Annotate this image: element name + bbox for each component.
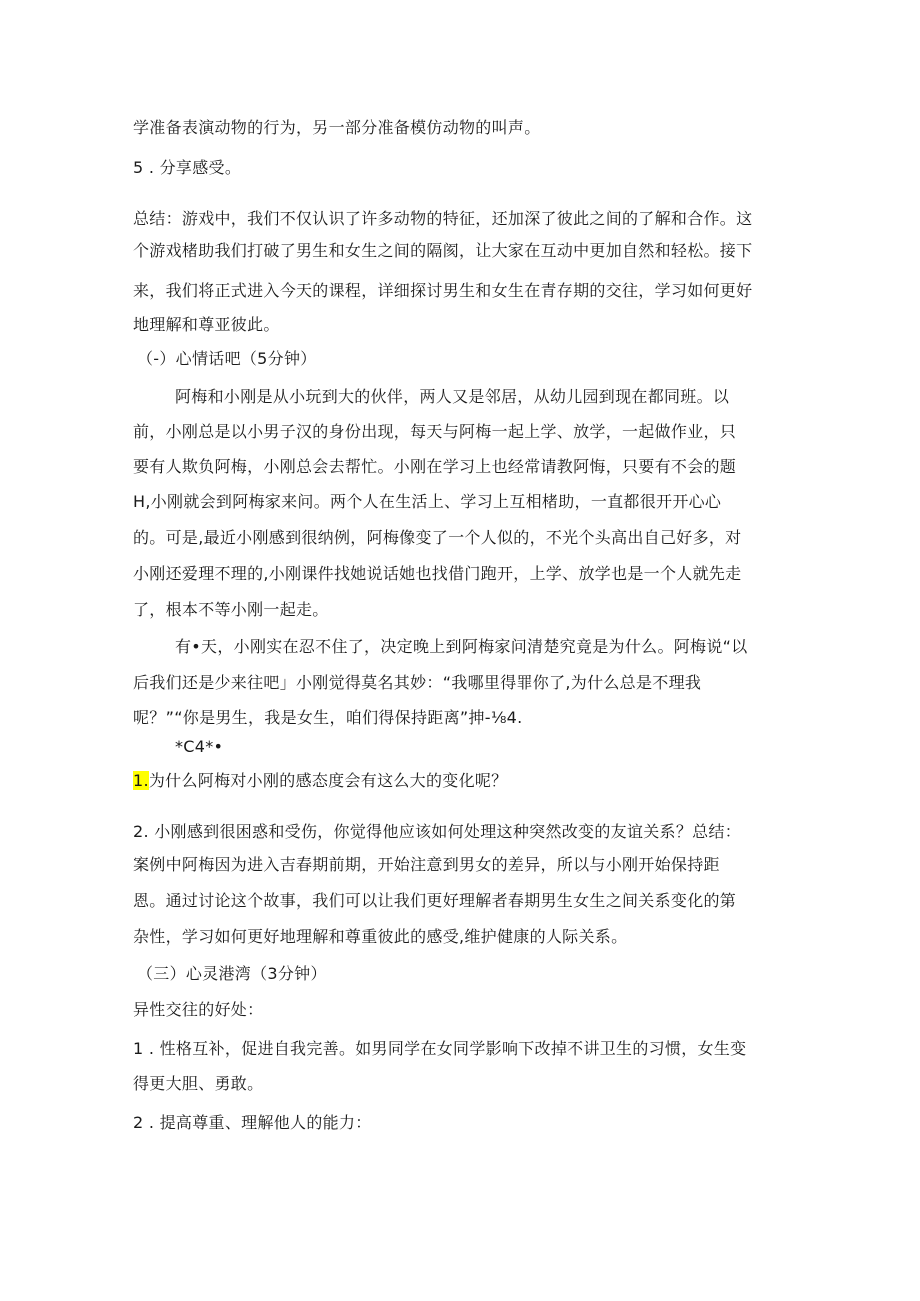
section-heading: （三）心灵港湾（3分钟） bbox=[137, 964, 327, 983]
story-line: 后我们还是少来往吧」小刚觉得莫名其妙：“我哪里得罪你了,为什么总是不理我 bbox=[133, 673, 702, 692]
question-1-text: 为什么阿梅对小刚的感态度会有这么大的变化呢？ bbox=[148, 771, 508, 790]
benefit-1: 1 . 性格互补，促进自我完善。如男同学在女同学影响下改掉不讲卫生的习惯，女生变 bbox=[133, 1039, 747, 1058]
story-line: 前，小刚总是以小男子汉的身份出现，每天与阿梅一起上学、放学，一起做作业，只 bbox=[133, 422, 737, 441]
story-line: 有•天，小刚实在忍不住了，决定晚上到阿梅家问清楚究竟是为什么。阿梅说“以 bbox=[175, 637, 748, 656]
story-line: 阿梅和小刚是从小玩到大的伙伴，两人又是邻居，从幼儿园到现在都同班。以 bbox=[175, 387, 730, 406]
benefit-2: 2 . 提高尊重、理解他人的能力： bbox=[133, 1113, 372, 1132]
story-line: 的。可是,最近小刚感到很纳例，阿梅像变了一个人似的，不光个头高出自己好多，对 bbox=[133, 528, 742, 547]
summary-line: 总结：游戏中，我们不仅认识了许多动物的特征，还加深了彼此之间的了解和合作。这 bbox=[133, 209, 753, 228]
story-line: 小刚还爱理不理的,小刚课件找她说话她也找借门跑开，上学、放学也是一个人就先走 bbox=[133, 564, 742, 583]
garbled-line: *C4*• bbox=[175, 737, 224, 756]
question-2: 2. 小刚感到很困惑和受伤，你觉得他应该如何处理这种突然改变的友谊关系？总结： bbox=[133, 822, 742, 841]
story-line: 要有人欺负阿梅，小刚总会去帮忙。小刚在学习上也经常请教阿悔，只要有不会的题 bbox=[133, 457, 737, 476]
story-line: 呢？”“你是男生，我是女生，咱们得保持距离”抻-⅛4. bbox=[133, 708, 523, 727]
section-heading: （-）心情话吧（5分钟） bbox=[137, 349, 317, 368]
summary-line: 个游戏楮助我们打破了男生和女生之间的隔阂，让大家在互动中更加自然和轻松。接下 bbox=[133, 241, 753, 260]
benefit-1-cont: 得更大胆、勇敢。 bbox=[133, 1074, 264, 1093]
summary-line: 地理解和尊亚彼此。 bbox=[133, 315, 280, 334]
subheading: 异性交往的好处： bbox=[133, 1000, 264, 1019]
text-line: 学准备表演动物的行为，另一部分准备模仿动物的叫声。 bbox=[133, 118, 541, 137]
summary-line: 来，我们将正式进入今天的课程，详细探讨男生和女生在青存期的交往，学习如何更好 bbox=[133, 281, 753, 300]
story-line: 了，根本不等小刚一起走。 bbox=[133, 600, 329, 619]
summary-line: 案例中阿梅因为进入吉春期前期，开始注意到男女的差异，所以与小刚开始保持距 bbox=[133, 855, 720, 874]
question-1 bbox=[133, 771, 507, 791]
summary-line: 杂性，学习如何更好地理解和尊重彼此的感受,维护健康的人际关系。 bbox=[133, 927, 628, 946]
step-5: 5 . 分享感受。 bbox=[133, 158, 242, 177]
question-1-number: 1. bbox=[133, 771, 149, 790]
story-line: H,小刚就会到阿梅家来问。两个人在生活上、学习上互相楮助，一直都很开开心心 bbox=[133, 492, 722, 511]
summary-line: 恩。通过讨论这个故事，我们可以让我们更好理解者春期男生女生之间关系变化的第 bbox=[133, 891, 737, 910]
